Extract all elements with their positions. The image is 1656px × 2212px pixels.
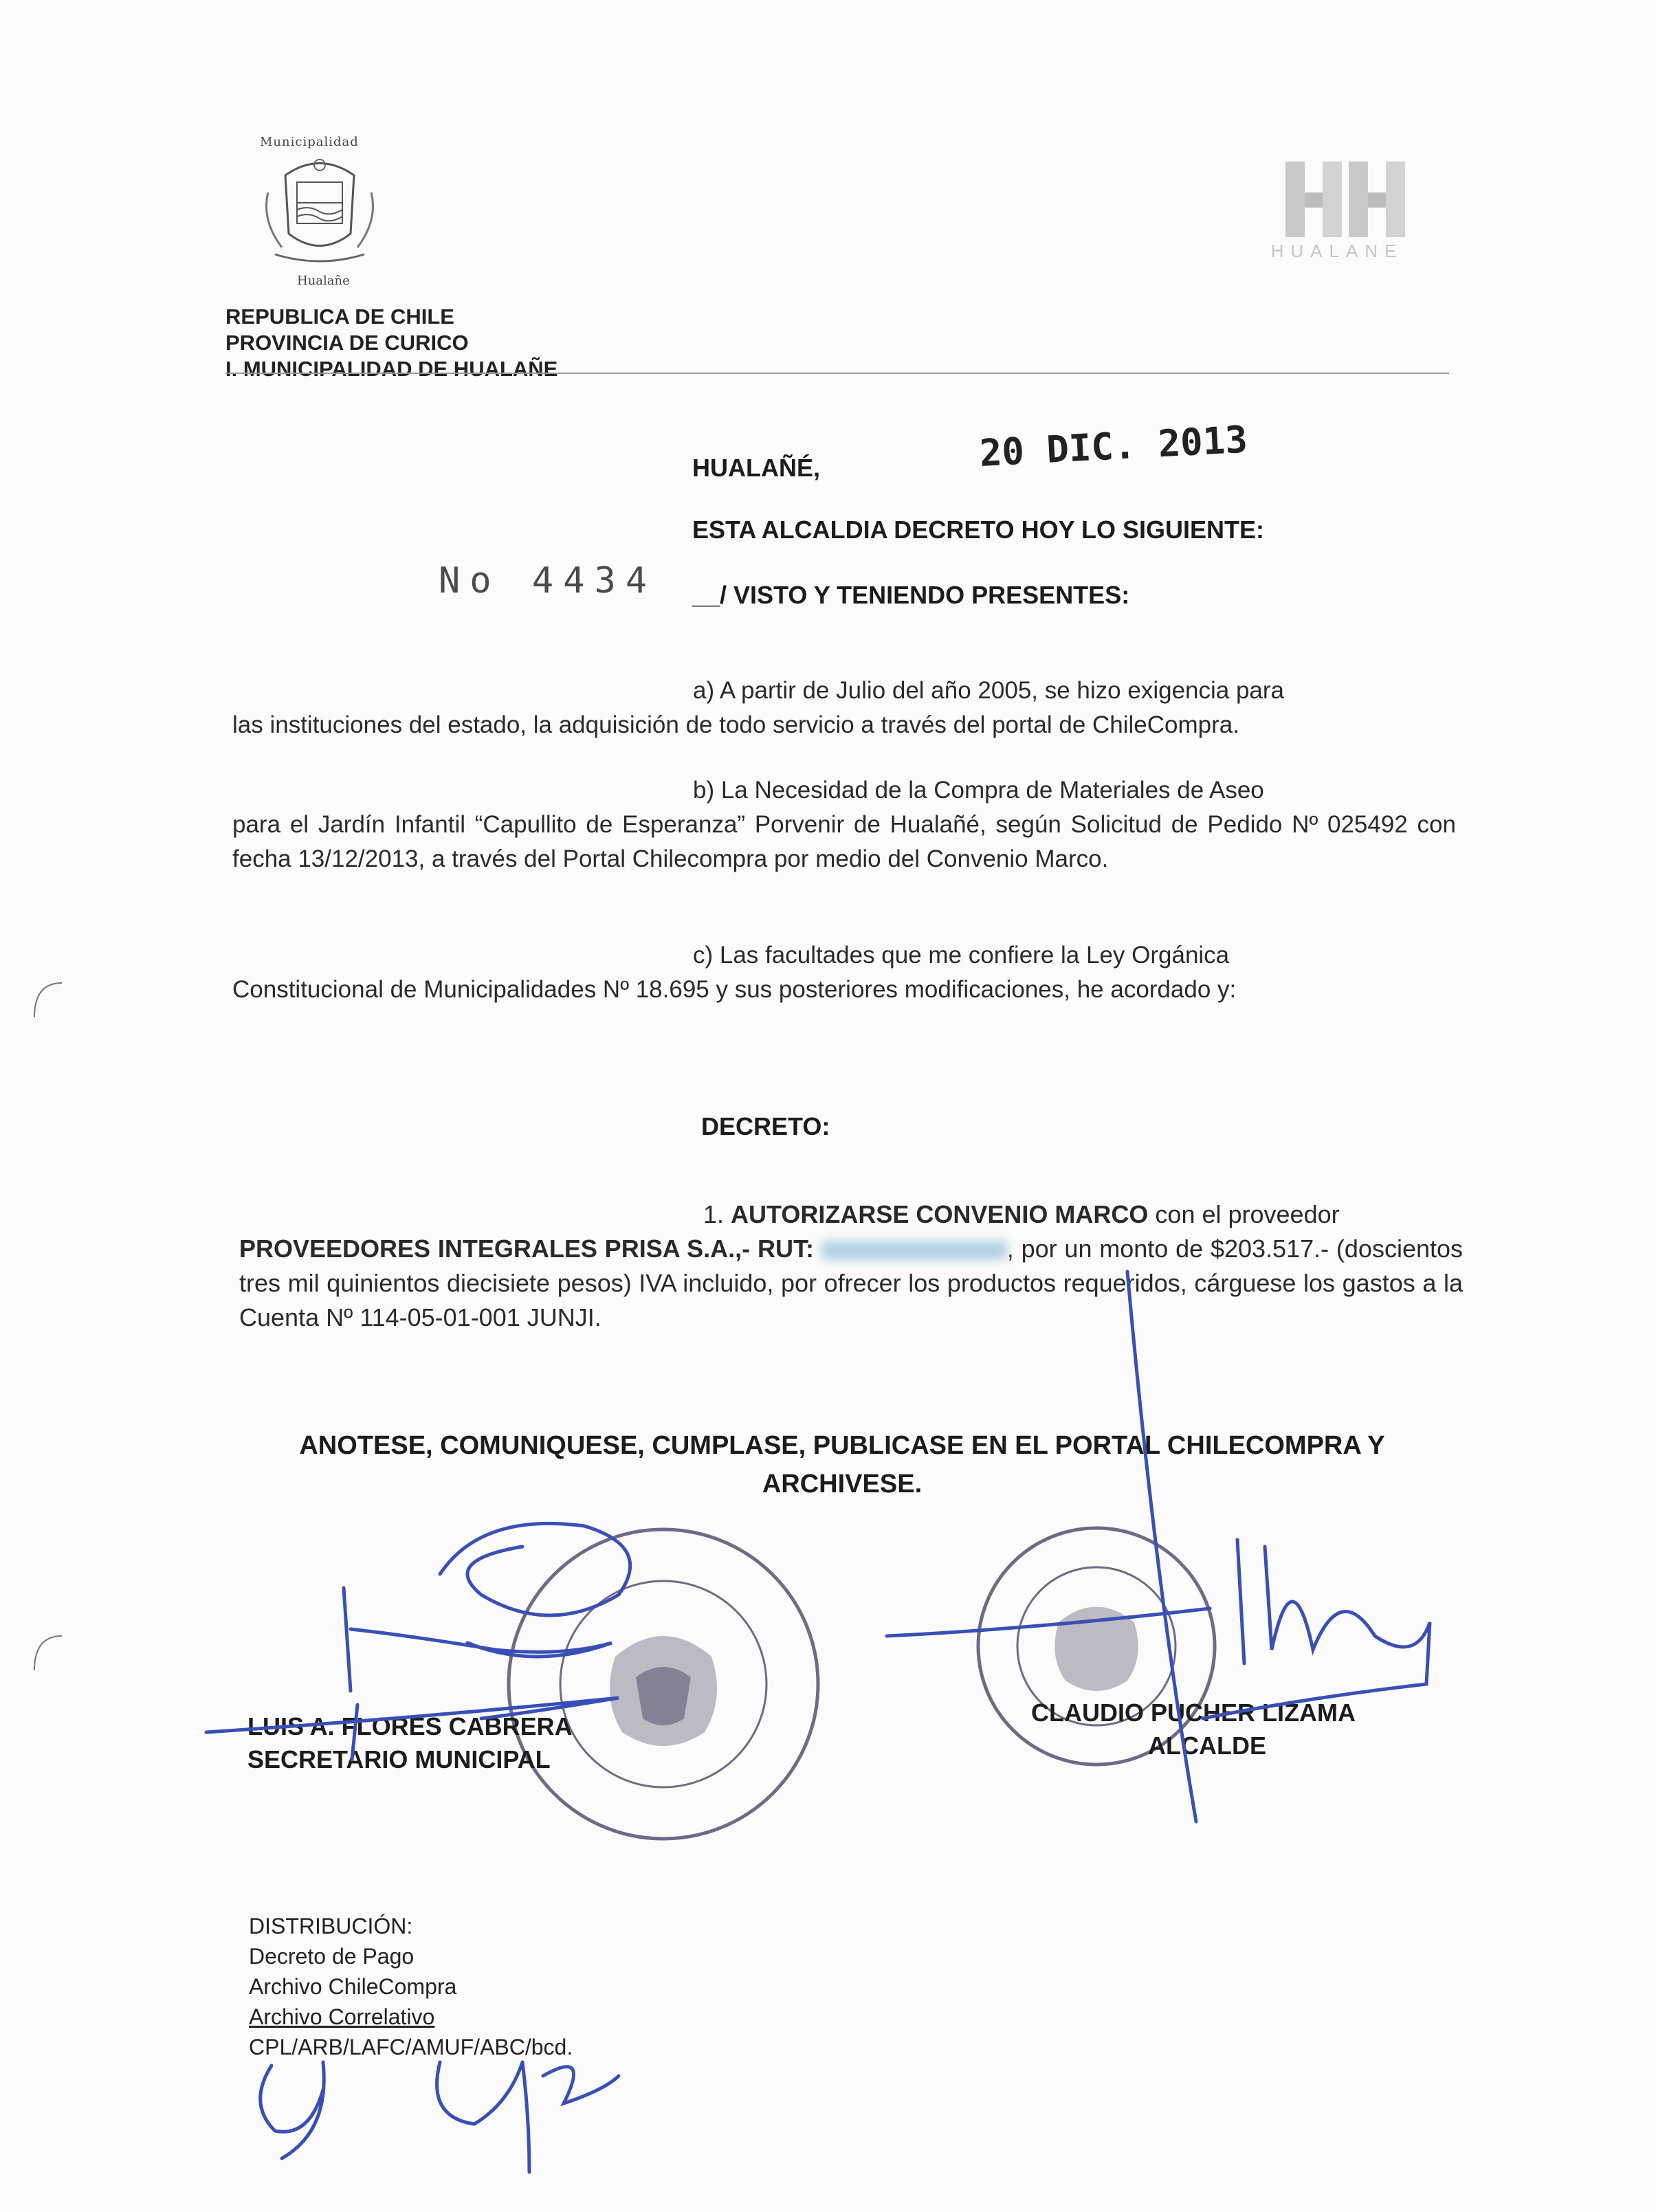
distribution-block [249, 1911, 573, 2062]
signature-block-left [247, 1710, 573, 1776]
crest-top-text: Municipalidad [260, 135, 359, 149]
distribution-item: Archivo ChileCompra [249, 1974, 457, 1999]
date-stamp: 20 DIC. 2013 [978, 417, 1249, 475]
decree-title: DECRETO: [701, 1112, 830, 1140]
intro-heading: ESTA ALCALDIA DECRETO HOY LO SIGUIENTE: [692, 516, 1265, 544]
municipal-crest-icon [247, 137, 392, 275]
consideration-a-first: a) A partir de Julio del año 2005, se hizo exigencia para [693, 677, 1285, 704]
consideration-b-rest: para el Jardín Infantil “Capullito de Esperanza” Porvenir de Hualañé, según Solicitud de Pedido Nº 025492 con fecha 13/12/2013, a través del Portal Chilecompra por medio del Convenio Marco. [232, 811, 1456, 872]
secretary-title: SECRETARIO MUNICIPAL [247, 1745, 551, 1773]
letterhead-municipality: I. MUNICIPALIDAD DE HUALAÑE [225, 357, 558, 381]
secretary-name: LUIS A. FLORES CABRERA [247, 1712, 573, 1740]
letterhead-lines [225, 304, 557, 382]
mayor-title: ALCALDE [1148, 1732, 1266, 1760]
logo-text: HUALANE [1270, 241, 1404, 261]
consideration-c-rest: Constitucional de Municipalidades Nº 18.695 y sus posteriores modificaciones, he acordado y: [232, 976, 1237, 1003]
decree-item-text1: con el proveedor [1155, 1200, 1340, 1228]
consideration-c-first: c) Las facultades que me confiere la Ley Orgánica [693, 942, 1230, 969]
distribution-item: Archivo Correlativo [249, 2004, 435, 2029]
closing-statement: ANOTESE, COMUNIQUESE, CUMPLASE, PUBLICASE EN EL PORTAL CHILECOMPRA Y ARCHIVESE. [299, 1431, 1385, 1498]
punch-hole-icon [27, 1629, 69, 1684]
consideration-a [232, 674, 1449, 742]
distribution-initials: CPL/ARB/LAFC/AMUF/ABC/bcd. [249, 2035, 573, 2059]
signature-block-right [1031, 1696, 1356, 1762]
distribution-title: DISTRIBUCIÓN: [249, 1914, 413, 1938]
mayor-name: CLAUDIO PUCHER LIZAMA [1031, 1699, 1356, 1727]
distribution-item: Decreto de Pago [249, 1944, 415, 1969]
letterhead-country: REPUBLICA DE CHILE [225, 305, 454, 329]
consideration-a-rest: las instituciones del estado, la adquisición de todo servicio a través del portal de ChileCompra. [232, 711, 1239, 738]
consideration-b-first: b) La Necesidad de la Compra de Materiales de Aseo [693, 777, 1264, 804]
consideration-c [232, 938, 1456, 1007]
decree-number: No 4434 [439, 560, 657, 601]
decree-item-1: 1. AUTORIZARSE CONVENIO MARCO con el proveedor PROVEEDORES INTEGRALES PRISA S.A.,- RUT: , por un monto de $203.517.- (doscientos tres mil quinientos diecisiete pesos) IVA incluido, por ofrecer los productos requeridos, cárguese los gastos a la Cuenta Nº 114-05-01-001 JUNJI. [239, 1200, 1464, 1331]
decree-item-text2: por un monto de $203.517.- (doscientos tres mil quinientos diecisiete pesos) IVA incluido, por ofrecer los productos requeridos, cárguese los gastos a la Cuenta Nº 114-05-01-001 JUNJI. [239, 1235, 1464, 1331]
letterhead-province: PROVINCIA DE CURICO [225, 331, 469, 355]
seal-secretary-icon [498, 1519, 828, 1849]
punch-hole-icon [27, 976, 69, 1031]
place-label: HUALAÑÉ, [692, 454, 820, 482]
crest-bottom-text: Hualañe [297, 274, 350, 288]
provider-name: PROVEEDORES INTEGRALES PRISA S.A.,- RUT: [239, 1235, 814, 1263]
visto-heading: __/ VISTO Y TENIENDO PRESENTES: [692, 581, 1130, 609]
decree-item-bold: AUTORIZARSE CONVENIO MARCO [731, 1200, 1149, 1228]
consideration-b [232, 773, 1456, 876]
redacted-rut [821, 1241, 1007, 1260]
header-divider [225, 373, 1449, 374]
decree-item-number: 1. [703, 1200, 725, 1228]
